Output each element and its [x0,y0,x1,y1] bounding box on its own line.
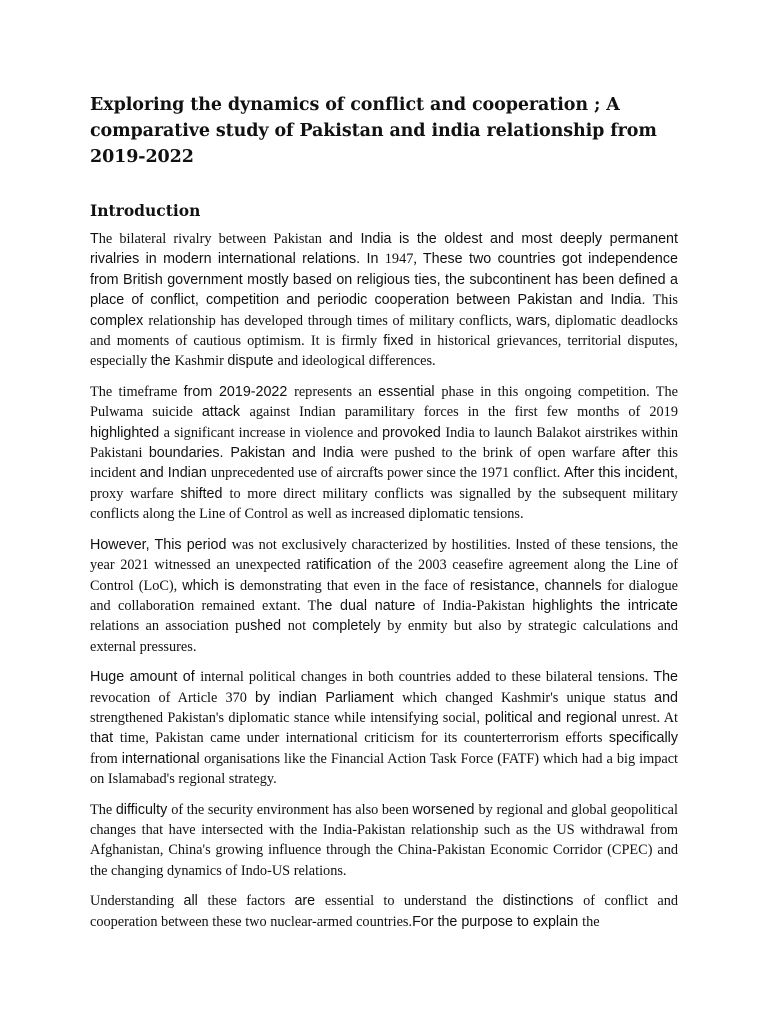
text-run: Kashmir [174,353,228,370]
text-run: revocation of Article 370 [90,689,256,706]
text-run: atification [311,557,378,574]
text-run: strengthened Pakistan's diplomatic stance while intensifying social [90,709,477,726]
text-run: o [179,597,188,614]
paragraph-6 [90,891,678,932]
text-run: The [90,801,116,818]
text-run: essential to understand the [324,893,503,910]
text-run: worsened [412,801,479,818]
text-run: provoked [382,424,446,441]
text-run: Understanding [90,893,184,910]
text-run: For the purpose to explain [412,913,583,930]
text-run: relations an association p [90,618,243,635]
text-run: demonstrating that even in the face of [240,577,470,594]
text-run: he dual [316,597,375,614]
text-run: from 2019-2022 [183,383,295,400]
section-heading-introduction: Introduction [90,201,201,220]
text-run: relationship has developed through times of military conflicts, [148,312,517,329]
text-run: he bilateral rivalry between Pakistan [98,231,330,247]
text-run: organisations like the Financial Action Task Force (FATF) which had a big impact on Islamabad's regional strategy. [90,750,679,788]
text-run: These two countries got independence from British government mostly based on religious ties, the subcontinent has been defined a place of conflict, competition and periodic cooperation between Pakistan and India. [90,251,678,309]
text-run: The [653,669,678,686]
text-run: difficulty [115,801,172,818]
text-run: highlights the intricate [532,597,678,614]
text-run: internal political changes in both countries added to these bilateral tensions. [200,669,654,686]
text-run: 1947, [384,251,423,268]
text-run: against Indian paramilitary forces in the first few months of 2019 [249,404,678,421]
text-run: proxy warfare [90,485,181,502]
text-run: dispute [227,353,278,370]
text-run: by indian Parliament [255,689,403,706]
text-run: the [150,353,175,370]
text-run: and ideological differences. [277,353,436,370]
text-run: the [582,913,600,930]
paragraph-4 [90,667,678,789]
text-run: at [101,730,120,747]
text-run: fixed [383,333,421,350]
text-run: t [373,465,378,482]
text-run: , political and regional [476,709,622,726]
text-run: completely [312,618,388,635]
text-run: by regional and global geopolitical changes that have intersected with the India-Pakistan relationship such as the US withdrawal from Afghanistan, China's growing influence through the China-Pakistan Economic Corridor (CPEC) and the changing dynamics of Indo-US relations. [90,801,678,879]
text-run: However, This period [90,536,232,553]
text-run: distinctions [502,893,584,910]
text-run: of the 2003 ceasefire agreement along the Line of Control (LoC), [90,557,678,594]
paragraph-2 [90,382,678,525]
text-run: all [183,893,208,910]
text-run: ushed [242,618,288,635]
text-run: from [90,750,122,767]
text-run: after [621,445,658,462]
text-run: was not exclusively characterized by hostilities. [231,536,516,553]
text-run: by enmity but also by strategic calculations and external pressures. [90,618,679,655]
text-run: international [121,750,205,767]
text-run: essential [378,383,442,400]
text-run: wars [516,312,547,329]
text-run: shifted [180,485,230,502]
text-run: this incident [90,445,678,482]
text-run: in historical grievances, territorial disputes, especially [90,333,678,370]
document-page [90,92,678,932]
text-run: India to launch Balakot airstrikes within Pakistani [90,424,678,462]
text-run: of India-Pakistan [423,597,533,614]
text-run: boundaries. Pakistan and India [148,445,361,462]
text-run: of the security environment has also been [171,801,413,818]
text-run: n remained extant. T [187,597,317,614]
text-run: to more direct military conflicts was signalled by the subsequent military conflicts along the Line of Control as well as increased diplomatic tensions. [90,485,678,523]
text-run: and Indian [139,465,211,482]
text-run: phase in this ongoing competition. The Pulwama suicide [90,383,678,421]
text-run: a significant increase in violence and [163,424,383,441]
text-run: , diplomatic deadlocks and moments of cautious optimism. It is firmly [90,312,678,350]
text-run: which is [182,577,241,594]
paragraph-3 [90,535,678,657]
text-run: I [515,536,520,553]
text-run: not [287,618,313,635]
text-run: for dialogue and collaborati [90,577,678,614]
text-run: are [294,893,325,910]
text-run: highlighted [90,424,164,441]
text-run: these factors [207,893,295,910]
paragraph-5 [90,800,678,882]
text-run: represents an [294,383,379,400]
text-run: which changed Kashmir's unique status [402,689,655,706]
text-run: attack [201,404,250,421]
text-run: and India is the oldest and most deeply permanent rivalries in modern international relations. In [90,231,678,268]
text-run: complex [90,312,149,329]
text-run: This [652,292,678,309]
text-run: unrest. At th [90,709,678,747]
text-run: Huge amount of [90,669,201,686]
text-run: of conflict and cooperation between these two nuclear-armed countries. [90,893,679,930]
paragraph-1 [90,229,678,372]
text-run: time, Pakistan came under international criticism for its counterterrorism efforts [119,730,609,747]
text-run: specifically [608,730,678,747]
text-run: were pushed to the brink of open warfare [360,445,622,462]
document-title: Exploring the dynamics of conflict and cooperation ; A comparative study of Pakistan and india relationship from 2019-2022 [90,95,657,167]
text-run: s power since the 1971 conflict. [377,465,565,482]
text-run: T [90,231,99,247]
text-run: and [654,689,679,706]
text-run: nature [374,597,424,614]
text-run: The timeframe [90,383,184,400]
text-run: After this incident, [564,465,678,482]
text-run: nsted of these tensions, the year 2021 witnessed an unexpected r [90,536,678,574]
text-run: resistance, channels [469,577,608,594]
text-run: unprecedented use of aircraf [210,465,374,482]
